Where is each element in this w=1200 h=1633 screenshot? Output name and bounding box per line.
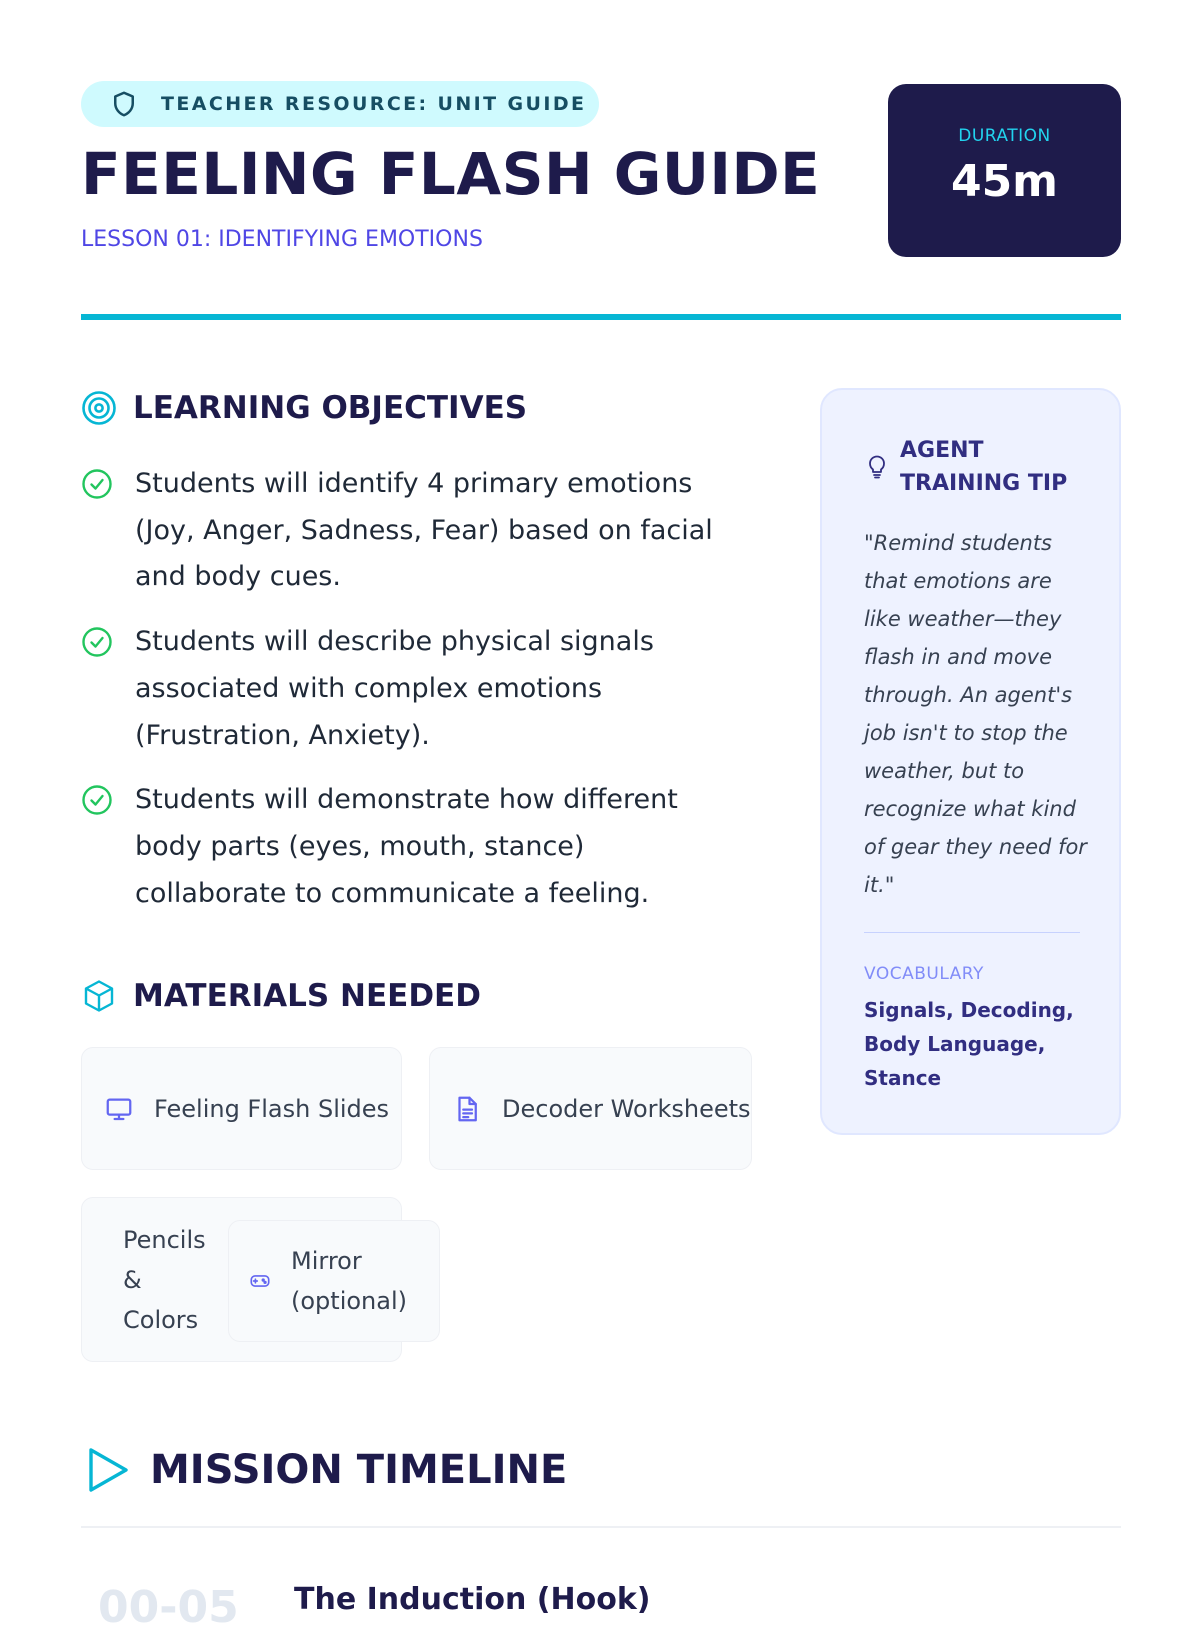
tip-heading-text: AGENT TRAINING TIP [900, 438, 1068, 496]
agent-tip-card [820, 388, 1121, 1135]
play-icon [86, 1446, 130, 1494]
box-icon [81, 978, 117, 1014]
vocabulary-value: Signals, Decoding, Body Language, Stance [864, 998, 1074, 1090]
shield-icon [109, 89, 139, 119]
resource-badge [81, 81, 599, 127]
page-title: FEELING FLASH GUIDE [81, 140, 821, 208]
material-card [429, 1047, 752, 1170]
material-card [81, 1047, 402, 1170]
materials-heading [81, 978, 481, 1014]
objectives-heading [81, 390, 527, 426]
timeline-heading [86, 1446, 567, 1494]
objectives-heading-text: LEARNING OBJECTIVES [133, 390, 528, 426]
list-item [81, 777, 741, 917]
material-label: Decoder Worksheets [502, 1094, 751, 1123]
lesson-subtitle: LESSON 01: IDENTIFYING EMOTIONS [81, 227, 483, 252]
document-icon [452, 1094, 482, 1124]
badge-label: TEACHER RESOURCE: UNIT GUIDE [161, 93, 587, 115]
material-label: Pencils & Colors [123, 1225, 206, 1334]
list-item [81, 461, 741, 601]
gamepad-icon [249, 1270, 271, 1292]
duration-value: 45m [950, 156, 1059, 207]
check-circle-icon [81, 468, 113, 500]
material-card [228, 1220, 440, 1342]
timeline-title: The Induction (Hook) [294, 1582, 651, 1617]
materials-heading-text: MATERIALS NEEDED [133, 978, 481, 1014]
target-icon [81, 390, 117, 426]
material-label: Mirror (optional) [291, 1247, 407, 1315]
duration-label: DURATION [958, 126, 1051, 146]
material-label: Feeling Flash Slides [154, 1094, 390, 1123]
objective-text: Students will describe physical signals associated with complex emotions (Frustration, Anxiety). [135, 626, 654, 751]
tip-heading [866, 434, 1090, 500]
tip-quote: "Remind students that emotions are like weather—they flash in and move through. An agent's job isn't to stop the weather, but to recognize what kind of gear they need for it." [864, 531, 1087, 897]
header-divider [81, 314, 1121, 320]
list-item [81, 619, 741, 759]
objectives-list [81, 461, 741, 935]
objective-text: Students will demonstrate how different body parts (eyes, mouth, stance) collaborate to communicate a feeling. [135, 784, 678, 909]
objective-text: Students will identify 4 primary emotions (Joy, Anger, Sadness, Fear) based on facial and body cues. [135, 468, 713, 593]
check-circle-icon [81, 784, 113, 816]
timeline-time: 00-05 [98, 1582, 239, 1633]
check-circle-icon [81, 626, 113, 658]
timeline-divider [81, 1526, 1121, 1528]
duration-card [888, 84, 1121, 257]
lightbulb-icon [866, 454, 888, 480]
tip-divider [864, 932, 1080, 933]
monitor-icon [104, 1094, 134, 1124]
timeline-heading-text: MISSION TIMELINE [150, 1447, 568, 1493]
vocabulary-label: VOCABULARY [864, 964, 984, 984]
